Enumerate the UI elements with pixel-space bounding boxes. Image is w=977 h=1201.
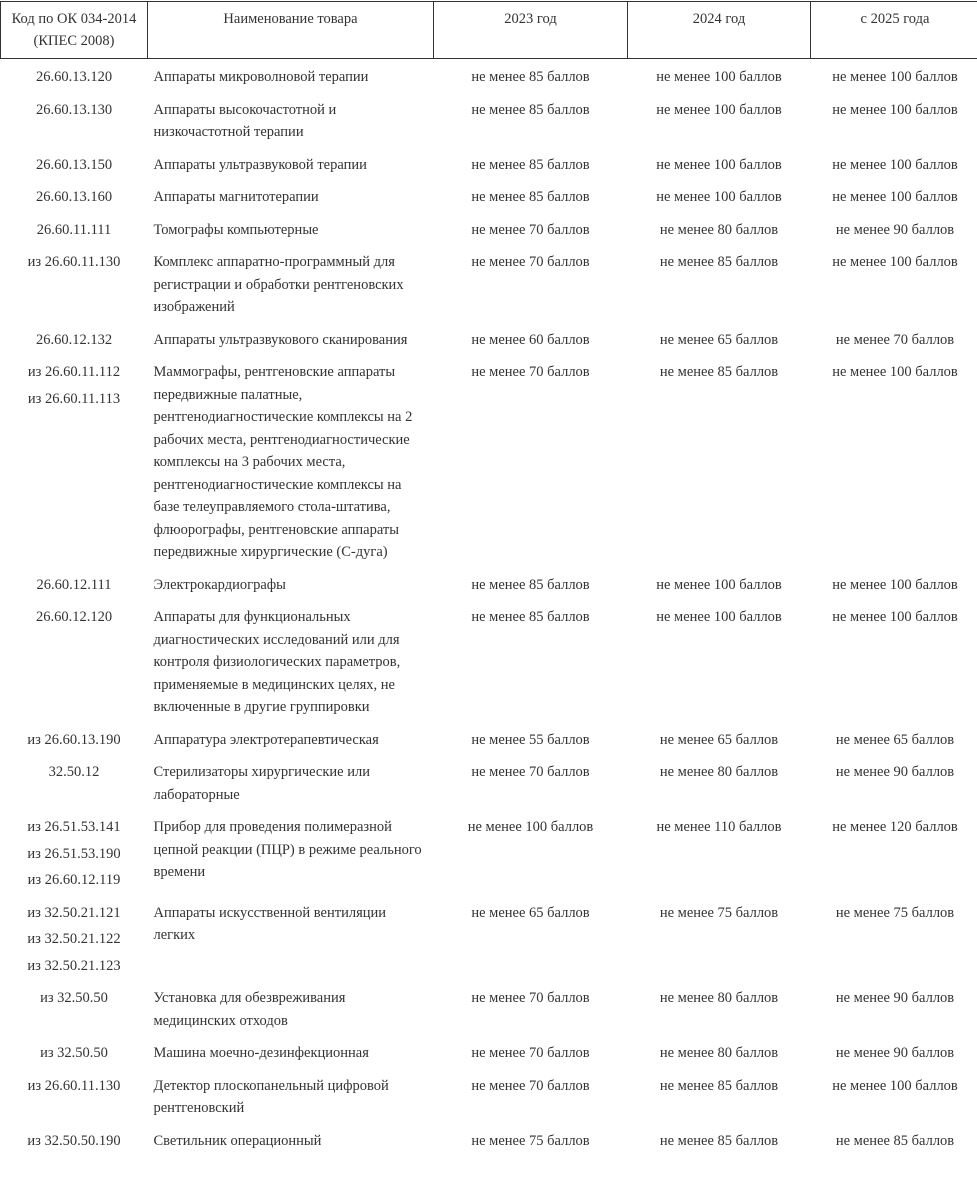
score-2025: не менее 100 баллов <box>811 94 977 149</box>
product-code: из 26.60.11.130 <box>1 1075 148 1098</box>
score-2024: не менее 100 баллов <box>628 59 811 94</box>
table-row <box>1 601 977 724</box>
score-2025: не менее 90 баллов <box>811 214 977 247</box>
table-row <box>1 569 977 602</box>
product-code-cell <box>1 982 148 1037</box>
score-2023: не менее 60 баллов <box>434 324 628 357</box>
product-name: Электрокардиографы <box>148 569 434 602</box>
score-2023: не менее 55 баллов <box>434 724 628 757</box>
table-row <box>1 324 977 357</box>
score-2024: не менее 100 баллов <box>628 149 811 182</box>
product-code: из 26.60.12.119 <box>1 869 148 892</box>
product-name: Аппараты высокочастотной и низкочастотной терапии <box>148 94 434 149</box>
product-code-cell <box>1 897 148 983</box>
score-2024: не менее 65 баллов <box>628 724 811 757</box>
score-2024: не менее 80 баллов <box>628 214 811 247</box>
score-2023: не менее 85 баллов <box>434 601 628 724</box>
score-2024: не менее 85 баллов <box>628 246 811 324</box>
product-name: Аппараты микроволновой терапии <box>148 59 434 94</box>
product-code: из 26.51.53.141 <box>1 816 148 839</box>
product-code-cell <box>1 324 148 357</box>
table-row <box>1 756 977 811</box>
table-row <box>1 982 977 1037</box>
product-name: Установка для обезвреживания медицинских отходов <box>148 982 434 1037</box>
product-code: 26.60.13.150 <box>1 154 148 177</box>
table-row <box>1 246 977 324</box>
product-code: 32.50.12 <box>1 761 148 784</box>
product-name: Аппараты магнитотерапии <box>148 181 434 214</box>
product-name: Аппараты ультразвуковой терапии <box>148 149 434 182</box>
score-2023: не менее 85 баллов <box>434 94 628 149</box>
product-name: Комплекс аппаратно-программный для регистрации и обработки рентгеновских изображений <box>148 246 434 324</box>
requirements-table <box>0 1 977 1157</box>
product-code: 26.60.11.111 <box>1 219 148 242</box>
score-2024: не менее 110 баллов <box>628 811 811 897</box>
score-2025: не менее 85 баллов <box>811 1125 977 1158</box>
product-code-cell <box>1 214 148 247</box>
table-row <box>1 1037 977 1070</box>
product-code-cell <box>1 601 148 724</box>
score-2023: не менее 70 баллов <box>434 1037 628 1070</box>
product-code: из 26.60.11.112 <box>1 361 148 384</box>
table-row <box>1 214 977 247</box>
product-code-cell <box>1 569 148 602</box>
table-header-row <box>1 2 977 59</box>
product-code: 26.60.12.120 <box>1 606 148 629</box>
table-body <box>1 59 977 1158</box>
product-code-cell <box>1 756 148 811</box>
product-code-cell <box>1 1125 148 1158</box>
score-2023: не менее 70 баллов <box>434 982 628 1037</box>
product-name: Аппараты искусственной вентиляции легких <box>148 897 434 983</box>
product-code: из 32.50.21.121 <box>1 902 148 925</box>
product-code-cell <box>1 246 148 324</box>
product-code: из 32.50.21.123 <box>1 955 148 978</box>
product-name: Прибор для проведения полимеразной цепной реакции (ПЦР) в режиме реального времени <box>148 811 434 897</box>
header-2024: 2024 год <box>628 2 811 59</box>
score-2024: не менее 85 баллов <box>628 1125 811 1158</box>
product-code-cell <box>1 811 148 897</box>
table-row <box>1 897 977 983</box>
score-2024: не менее 85 баллов <box>628 1070 811 1125</box>
product-code-cell <box>1 149 148 182</box>
score-2024: не менее 80 баллов <box>628 1037 811 1070</box>
product-name: Детектор плоскопанельный цифровой рентгеновский <box>148 1070 434 1125</box>
product-code-cell <box>1 181 148 214</box>
product-name: Маммографы, рентгеновские аппараты передвижные палатные, рентгенодиагностические комплексы на 2 рабочих места, рентгенодиагностические комплексы на 3 рабочих места, рентгенодиагностические комплексы на базе телеуправляемого стола-штатива, флюорографы, рентгеновские аппараты передвижные хирургические (С-дуга) <box>148 356 434 569</box>
score-2023: не менее 75 баллов <box>434 1125 628 1158</box>
product-code: 26.60.12.132 <box>1 329 148 352</box>
score-2023: не менее 70 баллов <box>434 356 628 569</box>
product-code: из 32.50.50.190 <box>1 1130 148 1153</box>
score-2024: не менее 100 баллов <box>628 569 811 602</box>
table-row <box>1 94 977 149</box>
score-2023: не менее 100 баллов <box>434 811 628 897</box>
score-2025: не менее 65 баллов <box>811 724 977 757</box>
score-2024: не менее 85 баллов <box>628 356 811 569</box>
product-code-cell <box>1 1037 148 1070</box>
product-code: 26.60.12.111 <box>1 574 148 597</box>
score-2025: не менее 120 баллов <box>811 811 977 897</box>
score-2025: не менее 100 баллов <box>811 356 977 569</box>
table-row <box>1 1125 977 1158</box>
score-2025: не менее 100 баллов <box>811 569 977 602</box>
product-name: Машина моечно-дезинфекционная <box>148 1037 434 1070</box>
header-code: Код по ОК 034-2014 (КПЕС 2008) <box>1 2 148 59</box>
product-code: из 32.50.21.122 <box>1 928 148 951</box>
score-2025: не менее 90 баллов <box>811 756 977 811</box>
score-2023: не менее 85 баллов <box>434 181 628 214</box>
score-2025: не менее 90 баллов <box>811 1037 977 1070</box>
table-row <box>1 811 977 897</box>
score-2023: не менее 70 баллов <box>434 1070 628 1125</box>
table-row <box>1 356 977 569</box>
score-2023: не менее 85 баллов <box>434 149 628 182</box>
product-code-cell <box>1 1070 148 1125</box>
product-code-cell <box>1 724 148 757</box>
score-2024: не менее 100 баллов <box>628 94 811 149</box>
score-2024: не менее 80 баллов <box>628 982 811 1037</box>
product-code: из 26.60.11.130 <box>1 251 148 274</box>
table-row <box>1 181 977 214</box>
product-code-cell <box>1 94 148 149</box>
score-2023: не менее 70 баллов <box>434 214 628 247</box>
product-code-cell <box>1 59 148 94</box>
score-2025: не менее 100 баллов <box>811 149 977 182</box>
product-name: Аппараты для функциональных диагностических исследований или для контроля физиологических параметров, применяемые в медицинских целях, не включенные в другие группировки <box>148 601 434 724</box>
score-2024: не менее 100 баллов <box>628 601 811 724</box>
product-name: Томографы компьютерные <box>148 214 434 247</box>
score-2024: не менее 100 баллов <box>628 181 811 214</box>
score-2023: не менее 70 баллов <box>434 246 628 324</box>
score-2023: не менее 70 баллов <box>434 756 628 811</box>
score-2025: не менее 100 баллов <box>811 246 977 324</box>
product-code: из 26.60.13.190 <box>1 729 148 752</box>
score-2025: не менее 90 баллов <box>811 982 977 1037</box>
score-2025: не менее 70 баллов <box>811 324 977 357</box>
table-row <box>1 149 977 182</box>
table-row <box>1 724 977 757</box>
product-name: Аппараты ультразвукового сканирования <box>148 324 434 357</box>
product-code: из 26.60.11.113 <box>1 388 148 411</box>
score-2025: не менее 100 баллов <box>811 181 977 214</box>
score-2024: не менее 75 баллов <box>628 897 811 983</box>
product-code: 26.60.13.160 <box>1 186 148 209</box>
header-2023: 2023 год <box>434 2 628 59</box>
score-2023: не менее 65 баллов <box>434 897 628 983</box>
score-2025: не менее 100 баллов <box>811 59 977 94</box>
product-code: 26.60.13.130 <box>1 99 148 122</box>
product-name: Светильник операционный <box>148 1125 434 1158</box>
score-2025: не менее 75 баллов <box>811 897 977 983</box>
header-2025: с 2025 года <box>811 2 977 59</box>
score-2023: не менее 85 баллов <box>434 59 628 94</box>
score-2023: не менее 85 баллов <box>434 569 628 602</box>
score-2025: не менее 100 баллов <box>811 1070 977 1125</box>
product-code-cell <box>1 356 148 569</box>
header-name: Наименование товара <box>148 2 434 59</box>
product-name: Стерилизаторы хирургические или лабораторные <box>148 756 434 811</box>
product-code: из 32.50.50 <box>1 1042 148 1065</box>
table-row <box>1 1070 977 1125</box>
score-2024: не менее 65 баллов <box>628 324 811 357</box>
product-code: из 32.50.50 <box>1 987 148 1010</box>
product-code: 26.60.13.120 <box>1 66 148 89</box>
score-2024: не менее 80 баллов <box>628 756 811 811</box>
table-row <box>1 59 977 94</box>
product-code: из 26.51.53.190 <box>1 843 148 866</box>
product-name: Аппаратура электротерапевтическая <box>148 724 434 757</box>
score-2025: не менее 100 баллов <box>811 601 977 724</box>
